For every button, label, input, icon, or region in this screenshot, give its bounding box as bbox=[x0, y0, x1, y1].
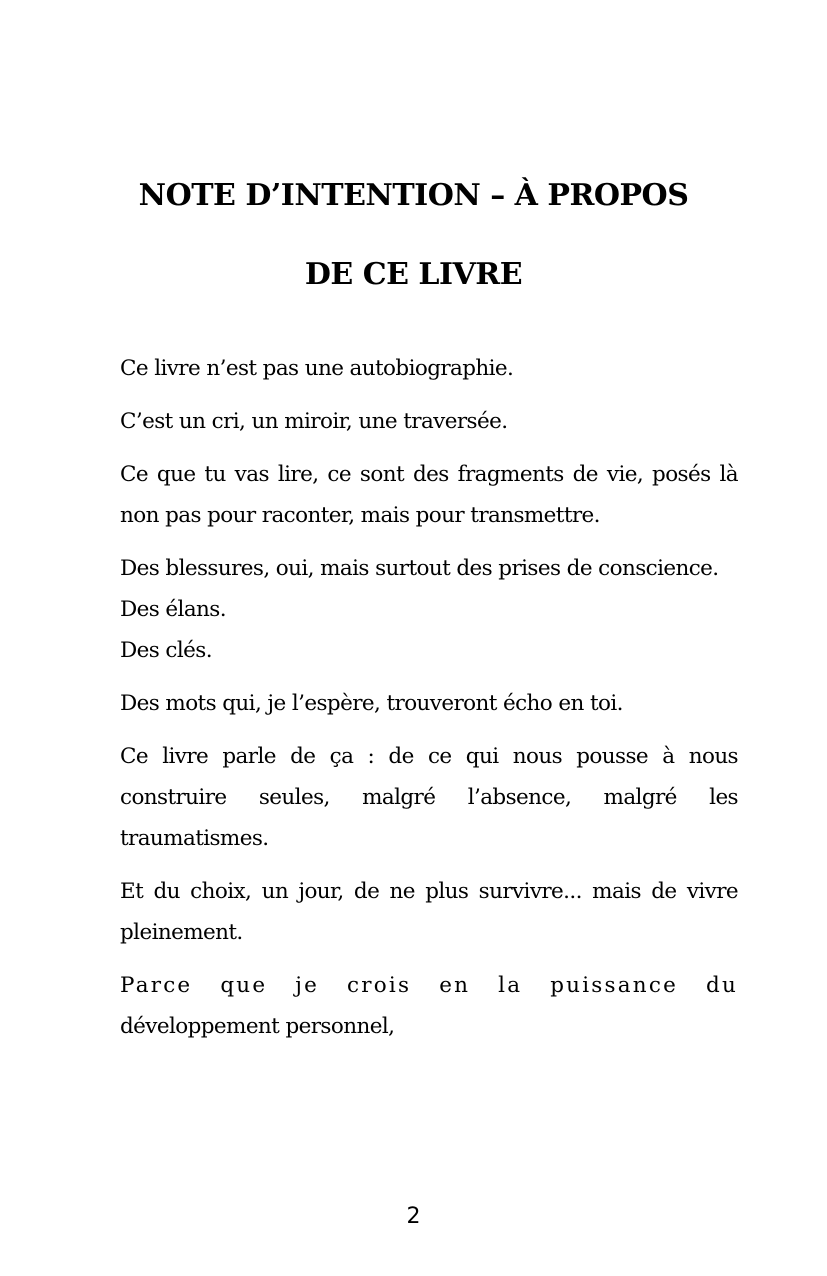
page-number: 2 bbox=[406, 1204, 421, 1229]
chapter-title-line-1: NOTE D’INTENTION – À PROPOS bbox=[138, 178, 689, 214]
paragraph-last-line-2: développement personnel, bbox=[120, 1014, 395, 1039]
paragraph: Des élans. bbox=[120, 597, 226, 622]
paragraph-last-line-1: Parce que je crois en la puissance du bbox=[120, 973, 738, 998]
paragraph: C’est un cri, un miroir, une traversée. bbox=[120, 409, 508, 434]
body-text bbox=[120, 348, 738, 1047]
paragraph: Et du choix, un jour, de ne plus survivre... mais de vivre pleinement. bbox=[120, 879, 738, 945]
paragraph: Des blessures, oui, mais surtout des prises de conscience. bbox=[120, 556, 719, 581]
paragraph-last bbox=[120, 965, 738, 1047]
paragraph: Des clés. bbox=[120, 638, 212, 663]
paragraph: Des mots qui, je l’espère, trouveront écho en toi. bbox=[120, 691, 623, 716]
paragraph: Ce livre parle de ça : de ce qui nous pousse à nous construire seules, malgré l’absence, malgré les traumatismes. bbox=[120, 744, 738, 851]
chapter-title-line-2: DE CE LIVRE bbox=[304, 257, 523, 293]
paragraph: Ce que tu vas lire, ce sont des fragments de vie, posés là non pas pour raconter, mais pour transmettre. bbox=[120, 462, 738, 528]
paragraph: Ce livre n’est pas une autobiographie. bbox=[120, 356, 514, 381]
